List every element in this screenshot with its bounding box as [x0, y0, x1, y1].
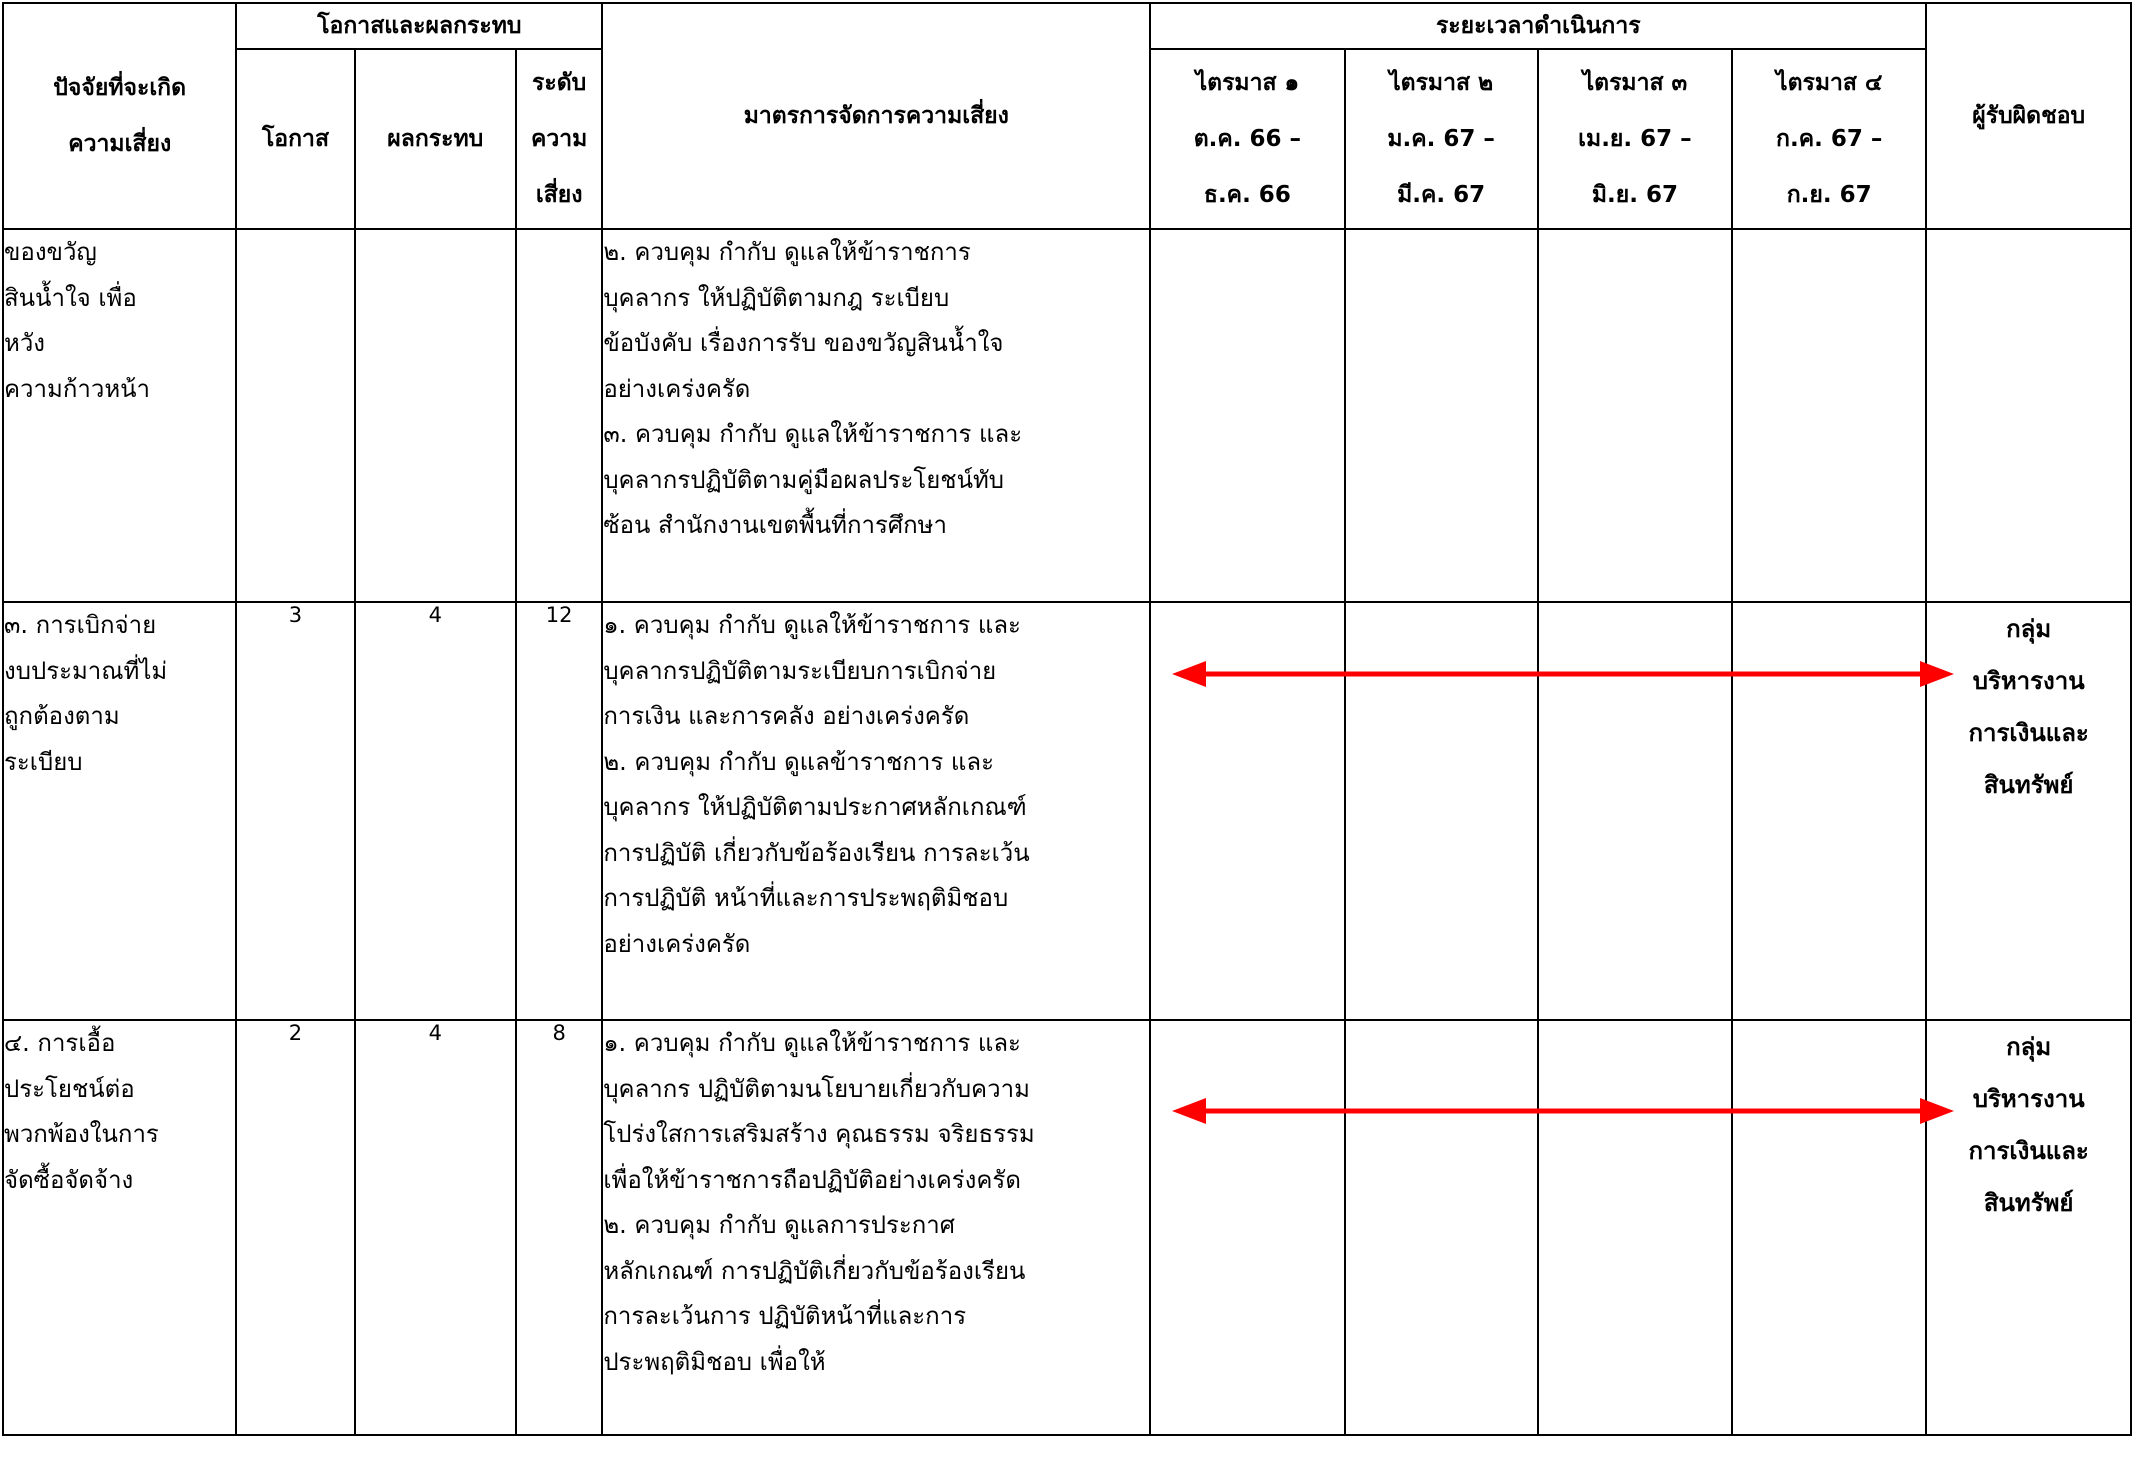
timeline-arrow-right-head [1920, 1098, 1954, 1124]
quarter-1-cell [1150, 229, 1344, 602]
risk-management-table [2, 2, 2132, 1436]
quarter-3-cell [1538, 229, 1732, 602]
measures-cell: ๑. ควบคุม กำกับ ดูแลให้ข้าราชการ และ บุคลากรปฏิบัติตามระเบียบการเบิกจ่าย การเงิน และการคลัง อย่างเคร่งครัด ๒. ควบคุม กำกับ ดูแลข้าราชการ และ บุคลากร ให้ปฏิบัติตามประกาศหลักเกณฑ์ การปฏิบัติ เกี่ยวกับข้อร้องเรียน การละเว้น การปฏิบัติ หน้าที่และการประพฤติมิชอบ อย่างเคร่งครัด [602, 602, 1150, 1020]
quarter-3-cell [1538, 1020, 1732, 1435]
quarter-1-cell [1150, 1020, 1344, 1435]
opportunity-cell: 3 [236, 602, 354, 1020]
header-opportunity: โอกาส [236, 49, 354, 229]
header-period: ระยะเวลาดำเนินการ [1150, 3, 1926, 49]
table-row [3, 1020, 2131, 1435]
header-measures: มาตรการจัดการความเสี่ยง [602, 3, 1150, 229]
responsible-cell [1926, 229, 2131, 602]
header-risk-factor: ปัจจัยที่จะเกิด ความเสี่ยง [3, 3, 236, 229]
risk-factor-cell: ๔. การเอื้อ ประโยชน์ต่อ พวกพ้องในการ จัดซื้อจัดจ้าง [3, 1020, 236, 1435]
header-quarter-2: ไตรมาส ๒ ม.ค. 67 – มี.ค. 67 [1345, 49, 1538, 229]
header-quarter-1: ไตรมาส ๑ ต.ค. 66 – ธ.ค. 66 [1150, 49, 1344, 229]
responsible-cell: กลุ่ม บริหารงาน การเงินและ สินทรัพย์ [1926, 602, 2131, 1020]
quarter-2-cell [1345, 229, 1538, 602]
impact-cell [355, 229, 516, 602]
header-quarter-3: ไตรมาส ๓ เม.ย. 67 – มิ.ย. 67 [1538, 49, 1732, 229]
timeline-arrow-row-4 [1172, 1094, 1954, 1128]
impact-cell: 4 [355, 1020, 516, 1435]
timeline-arrow-left-head [1172, 661, 1206, 687]
header-quarter-4: ไตรมาส ๔ ก.ค. 67 – ก.ย. 67 [1732, 49, 1926, 229]
header-risk-level: ระดับ ความ เสี่ยง [516, 49, 602, 229]
opportunity-cell [236, 229, 354, 602]
quarter-4-cell [1732, 229, 1926, 602]
timeline-arrow-right-head [1920, 661, 1954, 687]
responsible-cell: กลุ่ม บริหารงาน การเงินและ สินทรัพย์ [1926, 1020, 2131, 1435]
quarter-4-cell [1732, 1020, 1926, 1435]
header-responsible: ผู้รับผิดชอบ [1926, 3, 2131, 229]
timeline-arrow-left-head [1172, 1098, 1206, 1124]
impact-cell: 4 [355, 602, 516, 1020]
quarter-2-cell [1345, 1020, 1538, 1435]
measures-cell: ๑. ควบคุม กำกับ ดูแลให้ข้าราชการ และ บุคลากร ปฏิบัติตามนโยบายเกี่ยวกับความ โปร่งใสการเสริมสร้าง คุณธรรม จริยธรรม เพื่อให้ข้าราชการถือปฏิบัติอย่างเคร่งครัด ๒. ควบคุม กำกับ ดูแลการประกาศ หลักเกณฑ์ การปฏิบัติเกี่ยวกับข้อร้องเรียน การละเว้นการ ปฏิบัติหน้าที่และการ ประพฤติมิชอบ เพื่อให้ [602, 1020, 1150, 1435]
risk-factor-cell: ๓. การเบิกจ่าย งบประมาณที่ไม่ ถูกต้องตาม ระเบียบ [3, 602, 236, 1020]
risk-level-cell [516, 229, 602, 602]
risk-level-cell: 12 [516, 602, 602, 1020]
risk-level-cell: 8 [516, 1020, 602, 1435]
risk-factor-cell: ของขวัญ สินน้ำใจ เพื่อ หวัง ความก้าวหน้า [3, 229, 236, 602]
timeline-arrow-row-3 [1172, 657, 1954, 691]
opportunity-cell: 2 [236, 1020, 354, 1435]
header-opportunity-impact: โอกาสและผลกระทบ [236, 3, 602, 49]
table-row [3, 229, 2131, 602]
header-impact: ผลกระทบ [355, 49, 516, 229]
measures-cell: ๒. ควบคุม กำกับ ดูแลให้ข้าราชการ บุคลากร ให้ปฏิบัติตามกฎ ระเบียบ ข้อบังคับ เรื่องการรับ ของขวัญสินน้ำใจ อย่างเคร่งครัด ๓. ควบคุม กำกับ ดูแลให้ข้าราชการ และ บุคลากรปฏิบัติตามคู่มือผลประโยชน์ทับ ซ้อน สำนักงานเขตพื้นที่การศึกษา [602, 229, 1150, 602]
